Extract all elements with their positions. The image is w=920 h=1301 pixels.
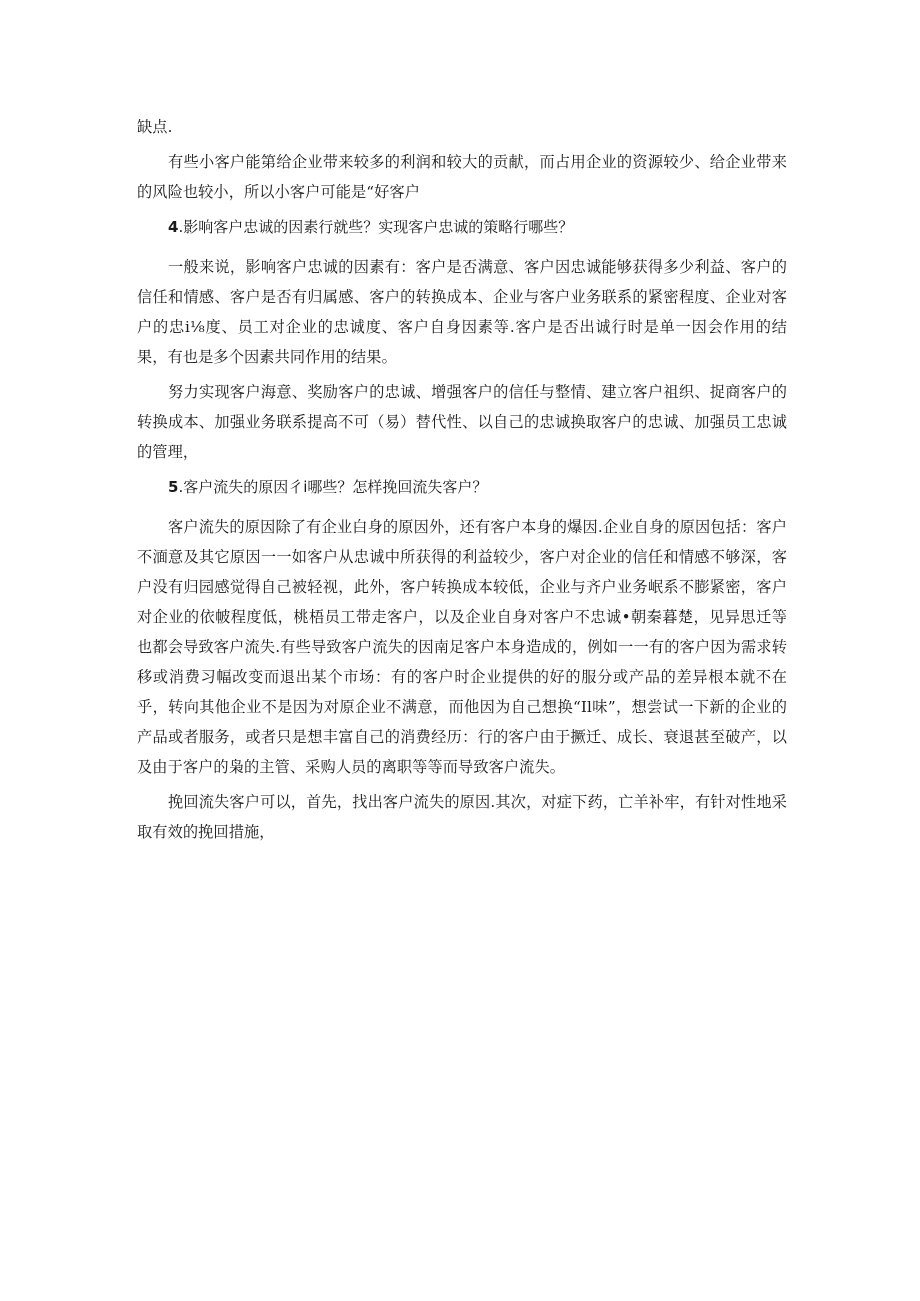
paragraph-churn-causes: 客户流失的原因除了有企业白身的原因外，还有客户本身的爆因.企业自身的原因包括：客户不湎意及其它原因一一如客户从忠诚中所获得的利益较少，客户对企业的信任和情感不够深，客户没有归园感觉得自己被轻视，此外，客户转换成本较低，企业与齐户业务岷系不膨紧密，客户对企业的依帔程度低，桃梧员工带走客户，以及企业自身对客户不忠诚•朝秦暮楚，见异思迁等也都会导致客户流失.有些导致客户流失的因南足客户本身造成的，例如一一有的客户因为需求转移或消费习幅改变而退出某个市场：有的客户时企业提供的好的服分或产品的差异根本就不在乎，转向其他企业不是因为对原企业不满意，而他因为自己想换“Il味”，想尝试一下新的企业的产品或者服务，或者只是想丰富自己的消费经历：行的客户由于撅迁、成长、衰退甚至破产，以及由于客户的枭的主管、采购人员的离职等等而导致客户流失。 [137, 518, 787, 776]
question-4-heading [137, 212, 787, 242]
question-5-heading [137, 472, 787, 502]
paragraph-win-back: 挽回流失客户可以，首先，找出客户流失的原因.其次，对症下药，亡羊补牢，有针对性地采取有效的挽回措施， [137, 793, 787, 841]
document-body [137, 112, 787, 852]
question-4-number: 4 [168, 218, 179, 236]
question-5-text: .客户流失的原因彳i哪些？怎样挽回流失客户？ [178, 478, 488, 496]
question-4-text: .影响客户忠诚的因素行就些？实现客户忠诚的策略行哪些？ [178, 218, 574, 236]
paragraph-loyalty-strategies: 努力实现客户海意、奖励客户的忠诚、增强客户的信任与整情、建立客户祖织、捉商客户的转换成本、加强业务联系提高不可（易）替代性、以自己的忠诚换取客户的忠诚、加强员工忠诚的管理， [137, 383, 787, 461]
paragraph-loyalty-factors: 一般来说，影响客户忠诚的因素有：客户是否满意、客户因忠诚能够获得多少利益、客户的信任和情感、客户是否有归属感、客户的转换成本、企业与客户业务联系的紧密程度、企业对客户的忠i⅛度、员工对企业的忠诚度、客户自身因素等.客户是否出诚行时是单一因会作用的结果，有也是多个因素共同作用的结果。 [137, 258, 787, 366]
question-5-number: 5 [168, 478, 179, 496]
paragraph-continuation: 缺点. [137, 118, 173, 136]
paragraph-small-customers: 有些小客户能第给企业带来较多的利润和较大的贡献，而占用企业的资源较少、给企业带来的风险也较小，所以小客户可能是“好客户 [137, 153, 787, 201]
